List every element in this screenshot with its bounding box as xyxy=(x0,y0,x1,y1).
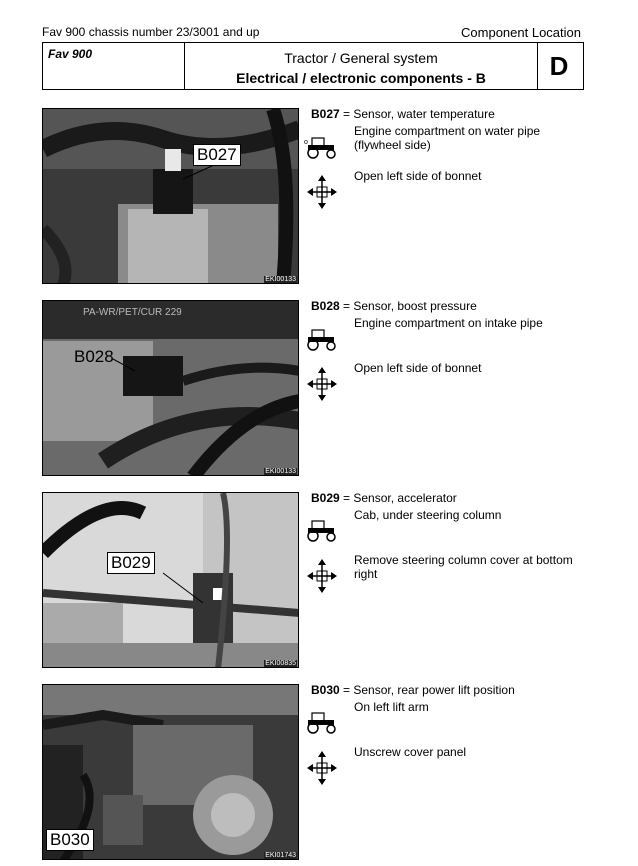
image-code: EKI00835 xyxy=(265,660,296,667)
move-arrows-icon xyxy=(307,367,337,401)
tractor-icon xyxy=(304,327,340,351)
photo-b027 xyxy=(42,108,299,284)
tractor-icon xyxy=(304,710,340,734)
entry-location: Cab, under steering column xyxy=(354,508,502,522)
tractor-icon xyxy=(304,135,340,159)
model-label: Fav 900 xyxy=(43,43,185,89)
page-subtitle: Electrical / electronic components - B xyxy=(236,70,486,86)
move-arrows-icon xyxy=(307,751,337,785)
entry-access: Remove steering column cover at bottom right xyxy=(354,553,573,581)
move-arrows-icon xyxy=(307,175,337,209)
entry-title: B028 = Sensor, boost pressure xyxy=(311,299,477,313)
entry-title: B029 = Sensor, accelerator xyxy=(311,491,457,505)
image-code: EKI00133 xyxy=(265,468,296,475)
document-header-right: Component Location xyxy=(461,25,581,40)
entry-title: B030 = Sensor, rear power lift position xyxy=(311,683,515,697)
photo-b028 xyxy=(42,300,299,476)
section-letter: D xyxy=(549,50,569,81)
entry-access: Open left side of bonnet xyxy=(354,361,482,375)
page-title: Tractor / General system xyxy=(284,50,438,66)
document-header-left: Fav 900 chassis number 23/3001 and up xyxy=(42,25,260,39)
tractor-icon xyxy=(304,518,340,542)
entry-access: Open left side of bonnet xyxy=(354,169,482,183)
title-center xyxy=(185,43,538,89)
image-code: EKI01743 xyxy=(265,852,296,859)
photo-b029 xyxy=(42,492,299,668)
title-box xyxy=(42,42,584,90)
callout-label: B028 xyxy=(74,347,114,366)
callout-label: B027 xyxy=(193,144,241,166)
entry-location: On left lift arm xyxy=(354,700,429,714)
entry-access: Unscrew cover panel xyxy=(354,745,467,759)
image-code: EKI00133 xyxy=(265,276,296,283)
move-arrows-icon xyxy=(307,559,337,593)
svg-text:o: o xyxy=(304,139,308,146)
svg-text:PA-WR/PET/CUR 229: PA-WR/PET/CUR 229 xyxy=(83,307,182,318)
entry-title: B027 = Sensor, water temperature xyxy=(311,107,495,121)
photo-b030 xyxy=(42,684,299,860)
callout-label: B030 xyxy=(46,829,94,851)
entry-location: Engine compartment on intake pipe xyxy=(354,316,543,330)
callout-label: B029 xyxy=(107,552,155,574)
entry-location: Engine compartment on water pipe (flywheel side) xyxy=(354,124,541,152)
